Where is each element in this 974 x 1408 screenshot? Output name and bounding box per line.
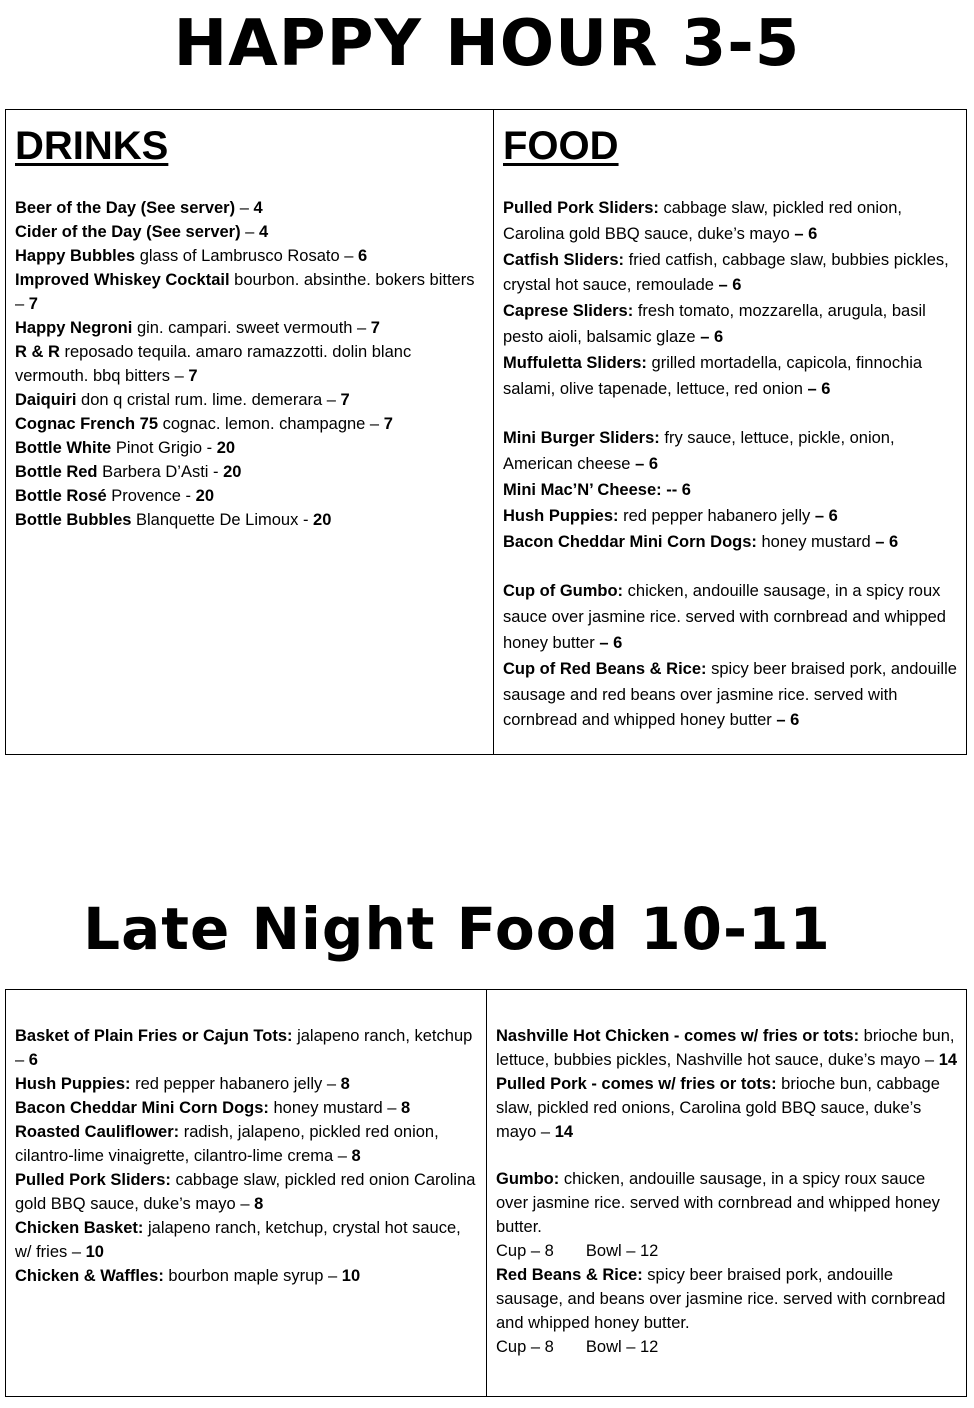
menu-item: Happy Negroni gin. campari. sweet vermouth – 7: [15, 319, 380, 337]
menu-item: Bottle Rosé Provence - 20: [15, 487, 215, 505]
food-column: [494, 110, 967, 755]
menu-item: Pulled Pork Sliders: cabbage slaw, pickled red onion Carolina gold BBQ sauce, duke’s mayo – 8: [15, 1171, 476, 1213]
drinks-heading: DRINKS: [15, 124, 169, 168]
menu-item: Beer of the Day (See server) – 4: [15, 199, 263, 217]
menu-item: Chicken & Waffles: bourbon maple syrup – 10: [15, 1267, 361, 1285]
menu-item: R & R reposado tequila. amaro ramazzotti. dolin blanc vermouth. bbq bitters – 7: [15, 343, 412, 385]
menu-item: Hush Puppies: red pepper habanero jelly – 6: [503, 506, 838, 525]
late-night-right-list: [496, 1024, 958, 1359]
menu-item: Cider of the Day (See server) – 4: [15, 223, 269, 241]
menu-item: Happy Bubbles glass of Lambrusco Rosato – 6: [15, 247, 368, 265]
drinks-list: [15, 196, 485, 532]
menu-item: Gumbo: chicken, andouille sausage, in a spicy roux sauce over jasmine rice. served with cornbread and whipped honey butter.: [496, 1170, 940, 1236]
late-night-right-column: [487, 990, 967, 1397]
drinks-column: [6, 110, 494, 755]
menu-item: Red Beans & Rice: spicy beer braised pork, andouille sausage, and beans over jasmine rice. served with cornbread and whipped honey butter.: [496, 1266, 946, 1332]
menu-item: Muffuletta Sliders: grilled mortadella, capicola, finnochia salami, olive tapenade, lettuce, red onion – 6: [503, 353, 923, 398]
menu-item: Bottle Red Barbera D’Asti - 20: [15, 463, 242, 481]
menu-item: Pulled Pork Sliders: cabbage slaw, pickled red onion, Carolina gold BBQ sauce, duke’s mayo – 6: [503, 199, 902, 243]
menu-item: Roasted Cauliflower: radish, jalapeno, pickled red onion, cilantro-lime vinaigrette, cilantro-lime crema – 8: [15, 1123, 439, 1165]
menu-item: Cognac French 75 cognac. lemon. champagne – 7: [15, 415, 393, 433]
size-prices: Cup – 8 Bowl – 12: [496, 1338, 659, 1356]
late-night-left-column: [6, 990, 487, 1397]
menu-item: Improved Whiskey Cocktail bourbon. absinthe. bokers bitters – 7: [15, 271, 475, 313]
size-prices: Cup – 8 Bowl – 12: [496, 1242, 659, 1260]
food-heading: FOOD: [503, 124, 619, 168]
late-night-title: Late Night Food 10-11: [83, 895, 831, 963]
menu-item: Cup of Gumbo: chicken, andouille sausage, in a spicy roux sauce over jasmine rice. served with cornbread and whipped honey butter – 6: [503, 582, 946, 652]
menu-item: Basket of Plain Fries or Cajun Tots: jalapeno ranch, ketchup – 6: [15, 1027, 473, 1069]
happy-hour-title: HAPPY HOUR 3-5: [173, 7, 801, 81]
menu-item: Pulled Pork - comes w/ fries or tots: brioche bun, cabbage slaw, pickled red onions, Carolina gold BBQ sauce, duke’s mayo – 14: [496, 1075, 940, 1141]
spacer: [496, 1144, 958, 1167]
menu-item: Bacon Cheddar Mini Corn Dogs: honey mustard – 6: [503, 532, 899, 551]
menu-item: Bottle Bubbles Blanquette De Limoux - 20: [15, 511, 332, 529]
food-list: [503, 196, 958, 734]
menu-item: Chicken Basket: jalapeno ranch, ketchup, crystal hot sauce, w/ fries – 10: [15, 1219, 461, 1261]
menu-item: Caprese Sliders: fresh tomato, mozzarella, arugula, basil pesto aioli, balsamic glaze – 6: [503, 302, 926, 346]
spacer: [503, 402, 958, 426]
late-night-left-list: [15, 1024, 478, 1288]
late-night-menu-table: [5, 989, 967, 1397]
menu-item: Daiquiri don q cristal rum. lime. demerara – 7: [15, 391, 350, 409]
happy-hour-menu-table: [5, 109, 967, 755]
spacer: [503, 555, 958, 579]
menu-item: Nashville Hot Chicken - comes w/ fries or tots: brioche bun, lettuce, bubbies pickles, Nashville hot sauce, duke’s mayo – 14: [496, 1027, 958, 1069]
menu-item: Catfish Sliders: fried catfish, cabbage slaw, bubbies pickles, crystal hot sauce, remoulade – 6: [503, 250, 949, 295]
menu-item: Bottle White Pinot Grigio - 20: [15, 439, 236, 457]
menu-item: Mini Burger Sliders: fry sauce, lettuce, pickle, onion, American cheese – 6: [503, 429, 895, 474]
menu-item: Mini Mac’N’ Cheese: -- 6: [503, 480, 691, 499]
menu-item: Cup of Red Beans & Rice: spicy beer braised pork, andouille sausage and red beans over jasmine rice. served with cornbread and whipped honey butter – 6: [503, 659, 957, 730]
menu-item: Bacon Cheddar Mini Corn Dogs: honey mustard – 8: [15, 1099, 411, 1117]
menu-item: Hush Puppies: red pepper habanero jelly – 8: [15, 1075, 350, 1093]
